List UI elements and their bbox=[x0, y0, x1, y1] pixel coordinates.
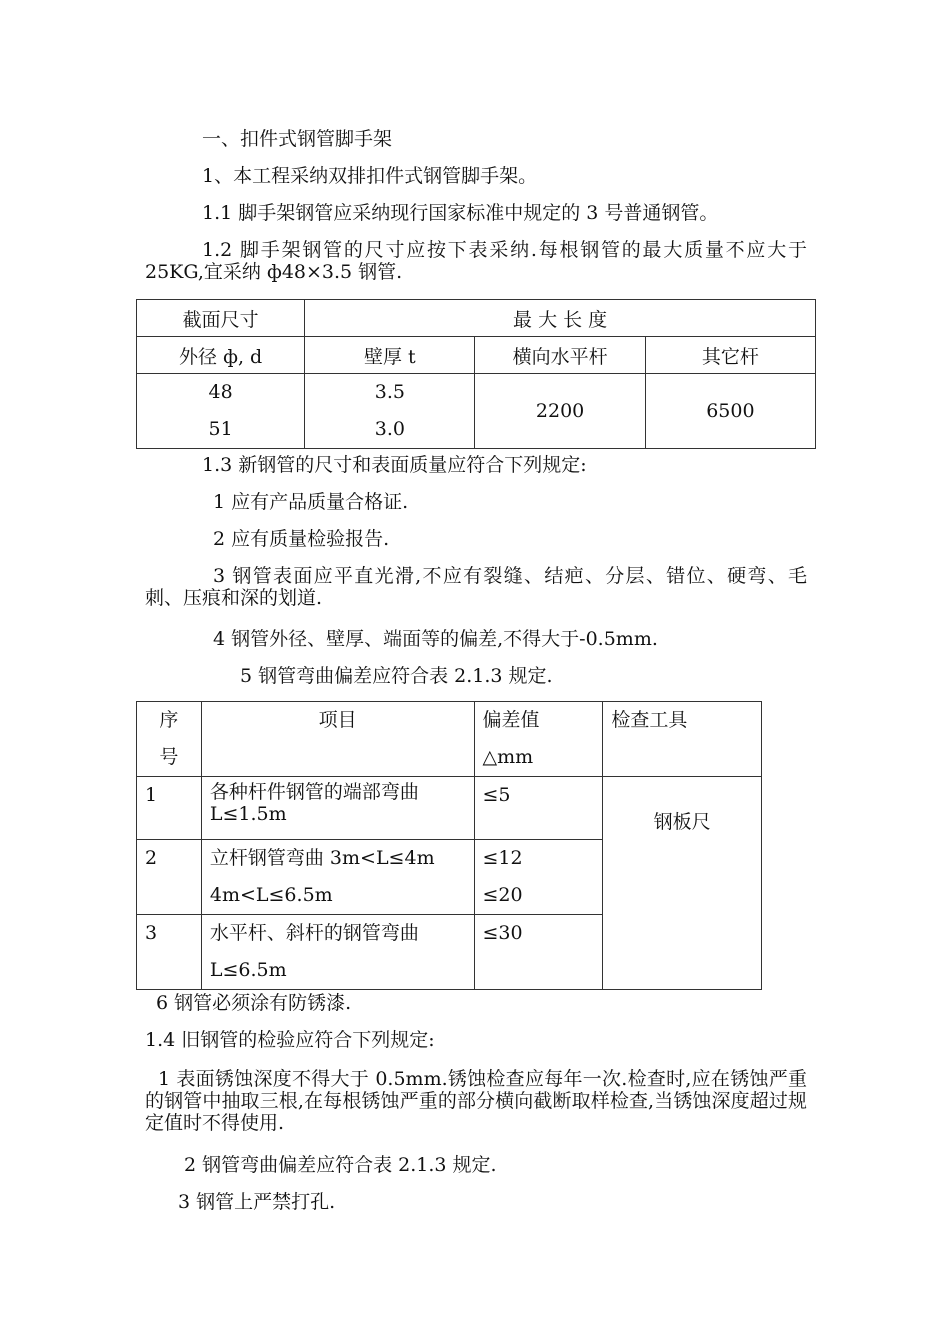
cell-other-bar: 6500 bbox=[645, 374, 815, 449]
header-max-length: 最 大 长 度 bbox=[305, 300, 816, 337]
requirement-1: 1 应有产品质量合格证. bbox=[213, 491, 409, 513]
table-row-1-seq: 1 bbox=[137, 777, 202, 840]
requirement-6: 6 钢管必须涂有防锈漆. bbox=[156, 992, 352, 1014]
pipe-size-table bbox=[136, 299, 816, 449]
requirement-3: 3 钢管表面应平直光滑,不应有裂缝、结疤、分层、错位、硬弯、毛刺、压痕和深的划道. bbox=[145, 565, 807, 609]
table-row-3-item: 水平杆、斜杆的钢管弯曲 L≤6.5m bbox=[201, 915, 474, 990]
table-row-3-seq: 3 bbox=[137, 915, 202, 990]
cell-wall-thickness: 3.5 3.0 bbox=[305, 374, 475, 449]
paragraph-1-4: 1.4 旧钢管的检验应符合下列规定: bbox=[145, 1029, 435, 1051]
old-pipe-rule-3: 3 钢管上严禁打孔. bbox=[178, 1191, 336, 1213]
section-heading: 一、扣件式钢管脚手架 bbox=[202, 128, 393, 150]
cell-horizontal-bar: 2200 bbox=[475, 374, 645, 449]
old-pipe-rule-2: 2 钢管弯曲偏差应符合表 2.1.3 规定. bbox=[184, 1154, 497, 1176]
old-pipe-rule-1: 1 表面锈蚀深度不得大于 0.5mm.锈蚀检查应每年一次.检查时,应在锈蚀严重的钢管中抽取三根,在每根锈蚀严重的部分横向截断取样检查,当锈蚀深度超过规定值时不得使用. bbox=[145, 1068, 807, 1134]
table-row-2-seq: 2 bbox=[137, 840, 202, 915]
paragraph-1: 1、本工程采纳双排扣件式钢管脚手架。 bbox=[202, 165, 538, 187]
header-deviation: 偏差值 △mm bbox=[474, 702, 603, 777]
table-row-3-deviation: ≤30 bbox=[474, 915, 603, 990]
requirement-4: 4 钢管外径、壁厚、端面等的偏差,不得大于-0.5mm. bbox=[213, 628, 658, 650]
paragraph-1-3: 1.3 新钢管的尺寸和表面质量应符合下列规定: bbox=[202, 454, 587, 476]
header-section-size: 截面尺寸 bbox=[137, 300, 305, 337]
header-item: 项目 bbox=[201, 702, 474, 777]
paragraph-1-1: 1.1 脚手架钢管应采纳现行国家标准中规定的 3 号普通钢管。 bbox=[202, 202, 719, 224]
header-wall-thickness: 壁厚 t bbox=[305, 337, 475, 374]
header-outer-diameter: 外径 ф, d bbox=[137, 337, 305, 374]
paragraph-1-2: 1.2 脚手架钢管的尺寸应按下表采纳.每根钢管的最大质量不应大于 25KG,宜采纳 ф48×3.5 钢管. bbox=[145, 239, 807, 283]
tool-cell: 钢板尺 bbox=[603, 777, 762, 990]
header-tool: 检查工具 bbox=[603, 702, 762, 777]
table-row-1-item: 各种杆件钢管的端部弯曲 L≤1.5m bbox=[201, 777, 474, 840]
requirement-5: 5 钢管弯曲偏差应符合表 2.1.3 规定. bbox=[240, 665, 553, 687]
header-horizontal-bar: 横向水平杆 bbox=[475, 337, 645, 374]
header-other-bar: 其它杆 bbox=[645, 337, 815, 374]
bending-deviation-table bbox=[136, 701, 762, 990]
table-row-2-deviation: ≤12 ≤20 bbox=[474, 840, 603, 915]
cell-outer-diameter: 48 51 bbox=[137, 374, 305, 449]
table-row-2-item: 立杆钢管弯曲 3m<L≤4m 4m<L≤6.5m bbox=[201, 840, 474, 915]
table-row-1-deviation: ≤5 bbox=[474, 777, 603, 840]
header-seq: 序 号 bbox=[137, 702, 202, 777]
requirement-2: 2 应有质量检验报告. bbox=[213, 528, 390, 550]
